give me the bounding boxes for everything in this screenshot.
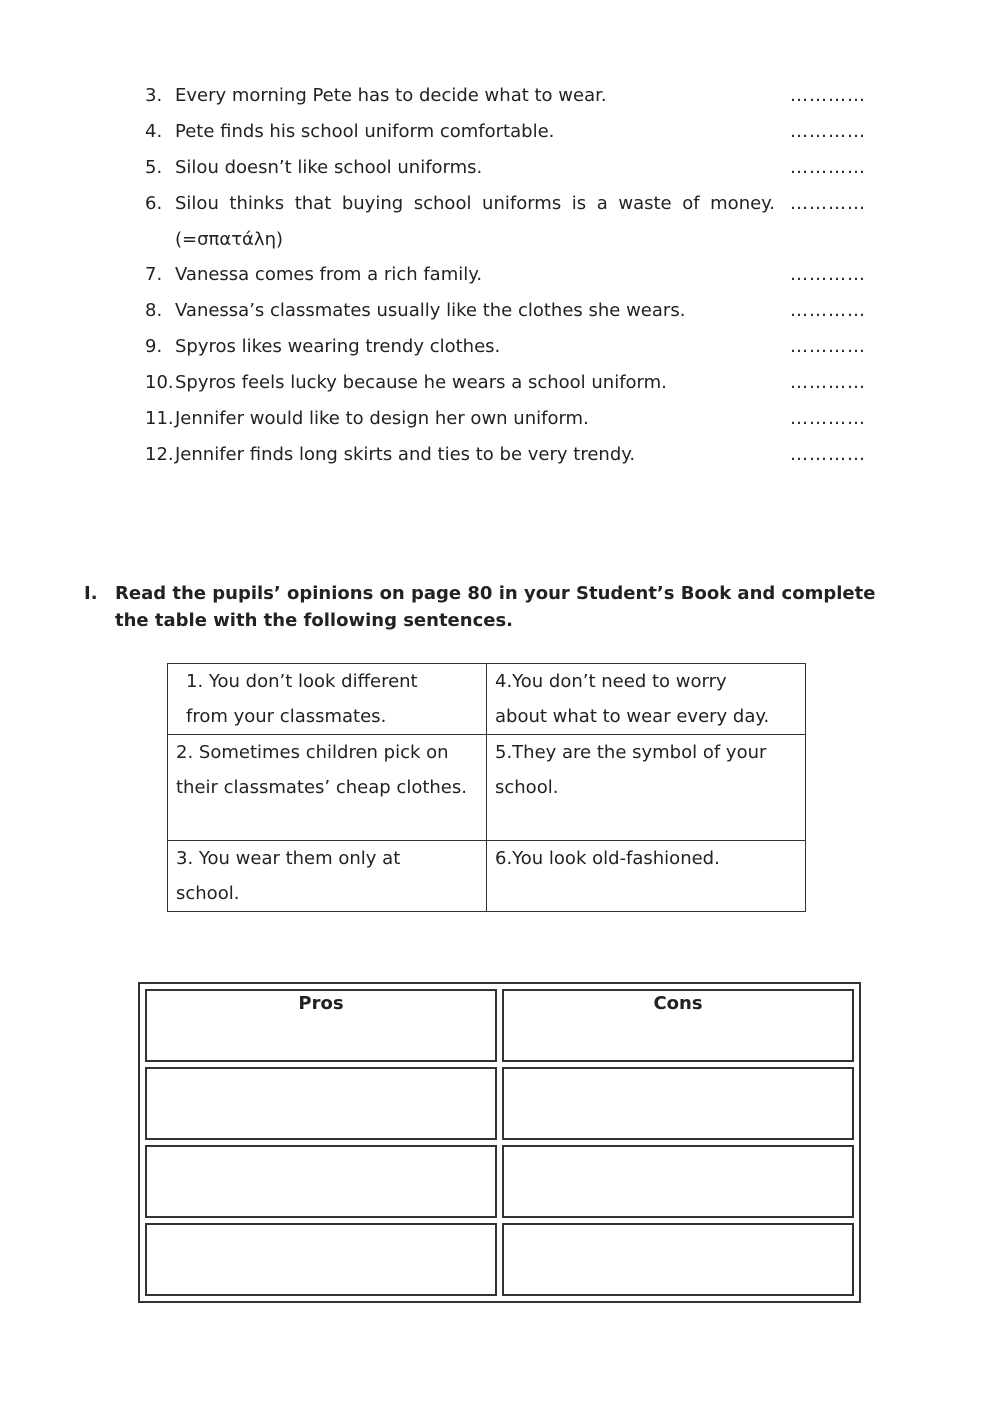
sentence-cell-4 — [487, 664, 806, 735]
answer-blank[interactable]: ………… — [790, 300, 866, 321]
table-row — [145, 1067, 854, 1140]
statement-text: Silou doesn’t like school uniforms. — [175, 157, 483, 178]
statement-text: Every morning Pete has to decide what to wear. — [175, 85, 607, 106]
sentence-cell-3 — [168, 841, 487, 912]
pros-header: Pros — [145, 989, 497, 1062]
statement-number: 5. — [145, 157, 163, 178]
cons-header: Cons — [502, 989, 854, 1062]
sentence-line: school. — [495, 777, 559, 798]
pros-cons-table — [138, 982, 861, 1303]
answer-blank[interactable]: ………… — [790, 264, 866, 285]
statement-number: 3. — [145, 85, 163, 106]
sentence-line: 2. Sometimes children pick on — [176, 742, 449, 763]
statement-text: Jennifer finds long skirts and ties to be very trendy. — [175, 444, 636, 465]
answer-blank[interactable]: ………… — [790, 336, 866, 357]
sentence-line: 4.You don’t need to worry — [495, 671, 727, 692]
sentence-line: their classmates’ cheap clothes. — [176, 777, 467, 798]
sentence-cell-1 — [168, 664, 487, 735]
statement-text: Vanessa comes from a rich family. — [175, 264, 483, 285]
table-row — [145, 1145, 854, 1218]
pros-answer-cell[interactable] — [145, 1223, 497, 1296]
cons-answer-cell[interactable] — [502, 1067, 854, 1140]
sentence-line: about what to wear every day. — [495, 706, 770, 727]
pros-answer-cell[interactable] — [145, 1067, 497, 1140]
cons-answer-cell[interactable] — [502, 1223, 854, 1296]
table-row — [168, 841, 806, 912]
statement-number: 11. — [145, 408, 174, 429]
pros-answer-cell[interactable] — [145, 1145, 497, 1218]
cons-answer-cell[interactable] — [502, 1145, 854, 1218]
statement-text: Spyros feels lucky because he wears a school uniform. — [175, 372, 667, 393]
sentence-line: 6.You look old-fashioned. — [495, 848, 720, 869]
statement-number: 9. — [145, 336, 163, 357]
answer-blank[interactable]: ………… — [790, 121, 866, 142]
statement-text: Jennifer would like to design her own uniform. — [175, 408, 589, 429]
statement-number: 7. — [145, 264, 163, 285]
table-header-row — [145, 989, 854, 1062]
answer-blank[interactable]: ………… — [790, 193, 866, 214]
answer-blank[interactable]: ………… — [790, 85, 866, 106]
statement-text: Pete finds his school uniform comfortable. — [175, 121, 555, 142]
answer-blank[interactable]: ………… — [790, 444, 866, 465]
sentence-line: 5.They are the symbol of your — [495, 742, 767, 763]
sentence-line: from your classmates. — [186, 706, 387, 727]
answer-blank[interactable]: ………… — [790, 372, 866, 393]
task-text: Read the pupils’ opinions on page 80 in your Student’s Book and complete the table with the following sentences. — [115, 583, 876, 631]
sentence-cell-5 — [487, 735, 806, 841]
sentence-line: 3. You wear them only at — [176, 848, 401, 869]
table-row — [145, 1223, 854, 1296]
sentence-cell-2 — [168, 735, 487, 841]
answer-blank[interactable]: ………… — [790, 408, 866, 429]
answer-blank[interactable]: ………… — [790, 157, 866, 178]
statement-text: Vanessa’s classmates usually like the clothes she wears. — [175, 300, 686, 321]
task-numeral: I. — [84, 583, 98, 604]
statement-number: 8. — [145, 300, 163, 321]
sentences-table — [167, 663, 806, 912]
sentence-line: 1. You don’t look different — [186, 671, 418, 692]
statement-number: 6. — [145, 193, 163, 214]
statement-text: Spyros likes wearing trendy clothes. — [175, 336, 501, 357]
statement-text-gloss: (=σπατάλη) — [175, 229, 283, 250]
sentence-cell-6 — [487, 841, 806, 912]
table-row — [168, 664, 806, 735]
statement-number: 10. — [145, 372, 174, 393]
statement-number: 4. — [145, 121, 163, 142]
sentence-line: school. — [176, 883, 240, 904]
table-row — [168, 735, 806, 841]
statement-number: 12. — [145, 444, 174, 465]
statement-text: Silou thinks that buying school uniforms is a waste of money. — [175, 193, 775, 214]
